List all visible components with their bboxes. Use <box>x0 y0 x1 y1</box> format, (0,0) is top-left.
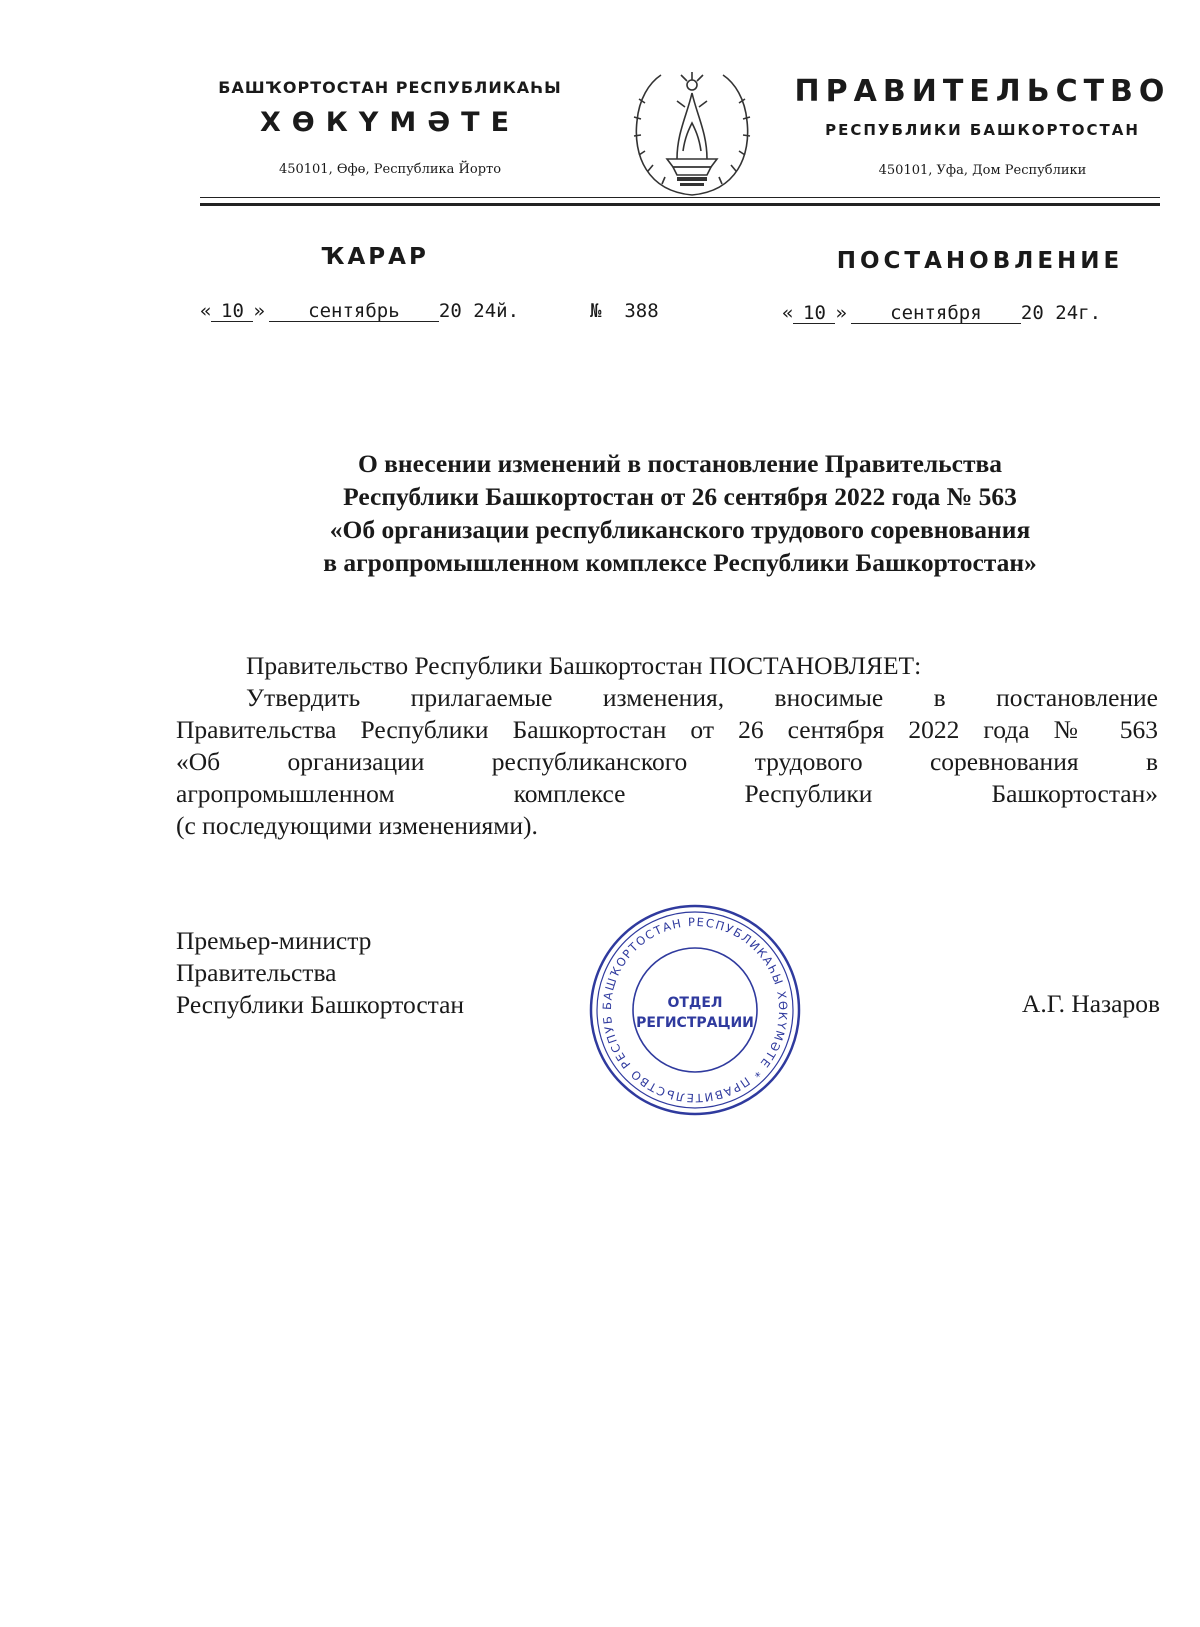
date-month-field: сентября <box>851 303 1021 324</box>
registration-stamp <box>585 900 805 1120</box>
body-line: (с последующими изменениями). <box>176 811 538 840</box>
body-line: Утвердить прилагаемые изменения, вносимые в постановление <box>246 683 1158 712</box>
stamp-center-line2: РЕГИСТРАЦИИ <box>636 1015 754 1031</box>
number-sign: № <box>590 300 602 322</box>
title-line: О внесении изменений в постановление Правительства <box>357 449 1003 478</box>
body-line: Правительства Республики Башкортостан от 26 сентября 2022 года № 563 <box>176 715 1158 744</box>
body-preamble: Правительство Республики Башкортостан ПОСТАНОВЛЯЕТ: <box>246 651 922 680</box>
date-day-field: 10 <box>211 301 253 322</box>
document-kind-bashkir: ҠАРАР <box>321 244 429 270</box>
body-line: агропромышленном комплексе Республики Башкортостан» <box>176 779 1158 808</box>
document-body <box>176 650 1158 842</box>
document-number <box>590 300 659 322</box>
letterhead-divider-thin <box>200 197 1160 198</box>
bashkortostan-coat-of-arms-icon <box>627 63 757 203</box>
body-line: «Об организации республиканского трудового соревнования в <box>176 747 1158 776</box>
date-close-quote: » <box>835 302 847 324</box>
signatory-position-line: Правительства <box>176 958 337 987</box>
letterhead-left <box>180 78 600 177</box>
title-line: в агропромышленном комплексе Республики Башкортостан» <box>323 548 1037 577</box>
date-bashkir <box>200 300 519 322</box>
letterhead-divider-thick <box>200 203 1160 206</box>
date-month-field: сентябрь <box>269 301 439 322</box>
signatory-position-line: Премьер-министр <box>176 926 372 955</box>
org-name-russian-line1: ПРАВИТЕЛЬСТВО <box>794 74 1171 109</box>
date-russian <box>782 302 1101 324</box>
org-address-russian: 450101, Уфа, Дом Республики <box>878 163 1087 178</box>
letterhead-right <box>790 74 1175 178</box>
date-day-field: 10 <box>793 303 835 324</box>
number-value: 388 <box>624 300 659 322</box>
signatory-name: А.Г. Назаров <box>1021 989 1160 1018</box>
title-line: «Об организации республиканского трудового соревнования <box>329 515 1031 544</box>
org-name-bashkir-line2: ХӨКҮМӘТЕ <box>259 107 521 138</box>
org-name-russian-line2: РЕСПУБЛИКИ БАШКОРТОСТАН <box>825 121 1140 139</box>
org-address-bashkir: 450101, Өфө, Республика Йорто <box>278 162 502 177</box>
title-line: Республики Башкортостан от 26 сентября 2022 года № 563 <box>343 482 1017 511</box>
date-open-quote: « <box>200 300 212 322</box>
stamp-outer-text: БАШҠОРТОСТАН РЕСПУБЛИКАҺЫ ХӨКҮМӘТЕ * ПРАВИТЕЛЬСТВО РЕСПУБ <box>599 914 791 1106</box>
date-year-suffix: 24й. <box>473 300 520 322</box>
date-year-prefix: 20 <box>438 300 462 322</box>
date-year-prefix: 20 <box>1020 302 1044 324</box>
date-open-quote: « <box>782 302 794 324</box>
signatory-position <box>176 925 556 1021</box>
date-close-quote: » <box>253 300 265 322</box>
document-kind-russian: ПОСТАНОВЛЕНИЕ <box>836 248 1124 274</box>
signatory-position-line: Республики Башкортостан <box>176 990 465 1019</box>
date-year-suffix: 24г. <box>1055 302 1102 324</box>
document-title <box>200 447 1160 579</box>
stamp-center-line1: ОТДЕЛ <box>667 995 723 1011</box>
org-name-bashkir-line1: БАШҠОРТОСТАН РЕСПУБЛИКАҺЫ <box>218 78 562 97</box>
